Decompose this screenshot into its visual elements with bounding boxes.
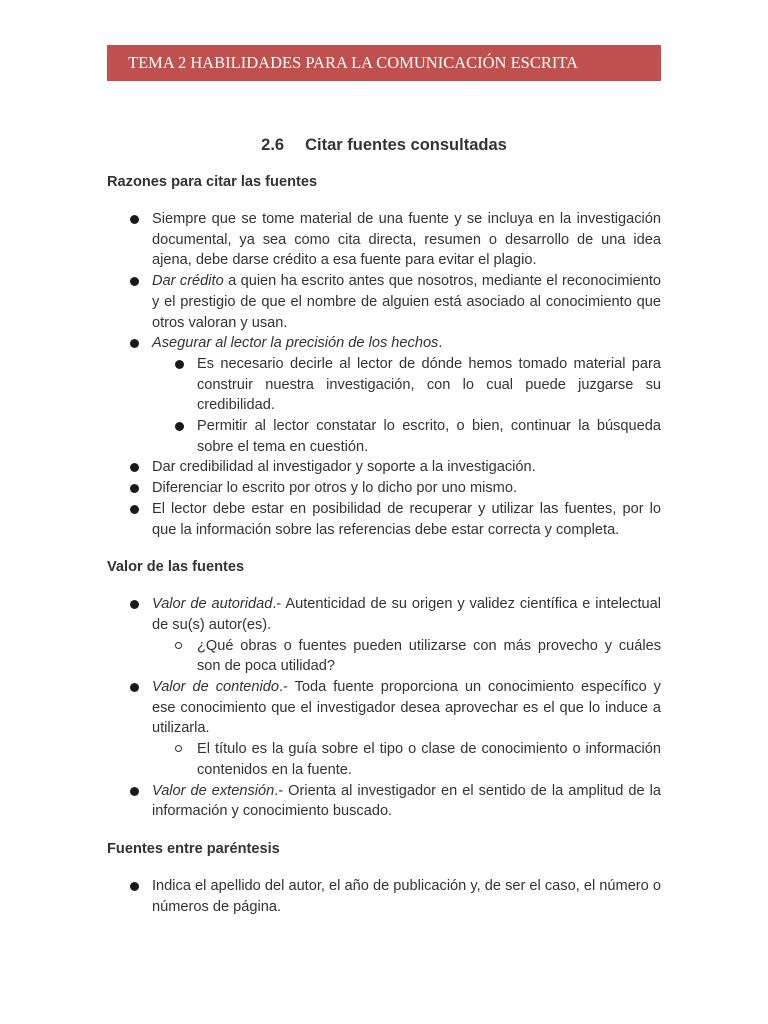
list-item-text: .- Toda fuente proporciona un conocimiento específico y ese conocimiento que el investigador desea aprovechar es el que lo induce a utilizarla. (152, 679, 661, 737)
bullet-icon (130, 505, 139, 514)
bullet-icon (175, 360, 184, 369)
bullet-icon (175, 422, 184, 431)
document-body (107, 134, 661, 934)
sublist-item (152, 354, 661, 416)
bullet-icon (130, 463, 139, 472)
list-item-text: a quien ha escrito antes que nosotros, mediante el reconocimiento y el prestigio de que el nombre de alguien está asociado al conocimiento que otros valoran y usan. (152, 273, 661, 331)
list-item (107, 271, 661, 333)
section-number: 2.6 (261, 136, 285, 154)
list-item-text: Indica el apellido del autor, el año de publicación y, de ser el caso, el número o números de página. (152, 877, 661, 915)
bullet-icon (130, 882, 139, 891)
circle-bullet-icon (175, 642, 182, 649)
list-item-text: .- Orienta al investigador en el sentido de la amplitud de la información y conocimiento buscado. (152, 782, 662, 820)
sublist (152, 354, 661, 458)
sublist-item-text: ¿Qué obras o fuentes pueden utilizarse con más provecho y cuáles son de poca utilidad? (197, 637, 661, 675)
subheading-parentesis: Fuentes entre paréntesis (107, 840, 280, 857)
list-item (107, 781, 661, 822)
list-item (107, 457, 661, 478)
sublist-item (152, 416, 661, 457)
bullet-icon (130, 787, 139, 796)
sublist-item-text: Es necesario decirle al lector de dónde hemos tomado material para construir nuestra investigación, con lo cual puede juzgarse su credibilidad. (197, 355, 661, 414)
bullet-icon (130, 215, 139, 224)
bullet-icon (130, 484, 139, 493)
bullet-icon (130, 683, 139, 692)
list-item-text: El lector debe estar en posibilidad de recuperar y utilizar las fuentes, por lo que la información sobre las referencias debe estar correcta y completa. (152, 500, 661, 538)
list-item-emphasis: Asegurar al lector la precisión de los hechos (152, 335, 439, 352)
list-item-text: Dar credibilidad al investigador y soporte a la investigación. (152, 459, 536, 476)
sublist-item-text: Permitir al lector constatar lo escrito, o bien, continuar la búsqueda sobre el tema en cuestión. (197, 418, 661, 455)
header-banner (107, 45, 661, 81)
circle-bullet-icon (175, 745, 182, 752)
list-item (107, 209, 661, 271)
list-item (107, 876, 661, 917)
section-title: Citar fuentes consultadas (305, 136, 507, 154)
list-item-text: .- Autenticidad de su origen y validez científica e intelectual de su(s) autor(es). (152, 596, 661, 633)
list-item-emphasis: Valor de contenido (152, 679, 279, 696)
list-razones (107, 209, 661, 540)
list-valor (107, 594, 661, 822)
subheading-razones: Razones para citar las fuentes (107, 174, 318, 190)
list-item (107, 478, 661, 499)
section-heading (107, 134, 661, 156)
list-item-emphasis: Valor de extensión (152, 782, 275, 799)
list-item (107, 677, 661, 781)
list-item (107, 333, 661, 457)
sublist-item (152, 739, 661, 780)
bullet-icon (130, 339, 139, 348)
list-item-text: . (438, 335, 443, 352)
bullet-icon (130, 600, 139, 609)
list-item (107, 594, 661, 677)
bullet-icon (130, 277, 139, 286)
sublist-item (152, 636, 661, 677)
sublist (152, 636, 661, 677)
list-item-text: Siempre que se tome material de una fuente y se incluya en la investigación documental, ya sea como cita directa, resumen o desarrollo de una idea ajena, debe darse crédito a esa fuente para evitar el plagio. (152, 211, 661, 269)
list-item-emphasis: Valor de autoridad (152, 596, 273, 613)
sublist (152, 739, 661, 780)
subheading-valor: Valor de las fuentes (107, 559, 245, 576)
header-title: TEMA 2 HABILIDADES PARA LA COMUNICACIÓN ESCRITA (128, 53, 579, 72)
list-parentesis (107, 876, 661, 917)
list-item-text: Diferenciar lo escrito por otros y lo dicho por uno mismo. (152, 480, 517, 497)
list-item-emphasis: Dar crédito (152, 273, 224, 290)
list-item (107, 499, 661, 540)
sublist-item-text: El título es la guía sobre el tipo o clase de conocimiento o información contenidos en la fuente. (197, 741, 661, 778)
